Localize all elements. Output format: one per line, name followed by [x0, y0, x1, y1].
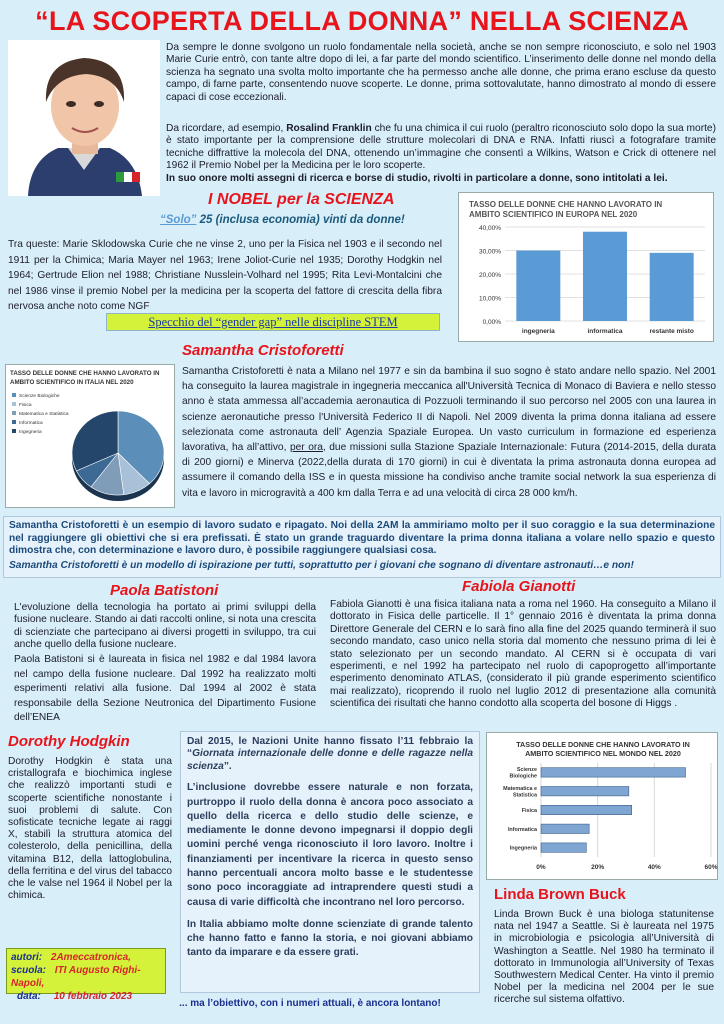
y-tick-label: 30,00% — [478, 248, 501, 256]
world-chart — [486, 732, 718, 880]
credits-label-school: scuola: — [11, 965, 47, 976]
legend-swatch — [12, 411, 16, 415]
y-tick-label: Fisica — [521, 808, 537, 814]
un-intro — [187, 736, 473, 773]
bar — [541, 805, 632, 814]
legend-swatch — [12, 420, 16, 424]
paola-heading: Paola Batistoni — [110, 582, 219, 599]
samantha-highlight-box — [3, 516, 721, 578]
world-chart-title-2: AMBITO SCIENTIFICO NEL MONDO NEL 2020 — [525, 749, 681, 758]
europe-chart-svg — [459, 193, 715, 343]
x-tick-label: ingegneria — [521, 328, 555, 335]
y-tick-label: Scienze — [516, 767, 537, 774]
y-tick-label: Biologiche — [509, 773, 537, 780]
paola-p2: Paola Batistoni si è laureata in fisica nel 1982 e dal 1984 lavora nel campo della fusione nucleare. Dal 1992 ha realizzato molti esperimenti relativi alla fusione. Dal 1994 al 2002 è stata responsabile della Sezione Neutronica del Dipartimento Fusione dell’ENEA — [14, 654, 316, 724]
italy-chart-title-1: TASSO DELLE DONNE CHE HANNO LAVORATO IN — [10, 370, 160, 377]
nobel-body: Tra queste: Marie Sklodowska Curie che ne vinse 2, uno per la Fisica nel 1903 e il secondo nel 1911 per la Chimica; Maria Mayer nel 1963; Irene Joliot-Curie nel 1935; Dorothy Hodgkin nel 1964; Gertrude Elion nel 1988; Christiane Nusslein-Volhard nel 1995; Rita Levi-Montalcini che nel 1986 vinse il premio Nobel per la medicina per la scoperta del fattore di crescita della fibra nervosa anche noto come NGF — [8, 239, 442, 312]
y-tick-label: 40,00% — [478, 225, 501, 232]
bar — [541, 787, 629, 796]
paola-p1: L'evoluzione della tecnologia ha portato ai primi sviluppi della fusione nucleare. Stando ai dati raccolti online, si nota una crescita di scienziate che partecipano ai diversi progetti in sviluppo, tra cui anche quello della fusione nucleare. — [14, 602, 316, 651]
poster-title: “LA SCOPERTA DELLA DONNA” NELLA SCIENZA — [35, 6, 689, 36]
franklin-paragraph — [166, 123, 716, 173]
world-chart-svg — [487, 733, 719, 881]
samantha-highlight: Samantha Cristoforetti è un esempio di lavoro sudato e ripagato. Noi della 2AM la ammiriamo molto per il suo coraggio e la sua determinazione nel raggiungere gli obiettivi che si era prefissati. È stato un grande traguardo diventare la prima donna italiana a volare nello spazio e questo dimostra che, con determinazione e lavoro duro, è possibile raggiungere qualsiasi cosa. — [9, 520, 715, 557]
legend-label: Fisica — [19, 403, 32, 408]
y-tick-label: Statistica — [513, 792, 537, 799]
legend-label: Scienze Biologiche — [19, 394, 60, 399]
x-tick-label: 60% — [704, 864, 718, 871]
italy-chart-svg — [6, 365, 176, 509]
un-intro-c: ”. — [223, 760, 232, 772]
x-tick-label: 0% — [536, 864, 546, 871]
credits-school: ITI Augusto Righi-Napoli, — [11, 965, 141, 989]
un-p3: In Italia abbiamo molte donne scienziate di grande talento che hanno fatto e fanno la storia, e noi giovani abbiamo tanto da imparare e da essere grati. — [187, 918, 473, 959]
samantha-body — [182, 364, 716, 501]
samantha-body-a: Samantha Cristoforetti è nata a Milano nel 1977 e sin da bambina il suo sogno è stato andare nello spazio. Nel 2001 ha conseguito la laurea magistrale in ingegneria meccanica all'Università Tecnica di Monaco di Baviera e nello stesso anno è stata ammessa all’accademia aeronautica di Pozzuoli terminando il suo percorso nel 2005 con una laurea in scienze aeronautiche presso l'Università Federico II di Napoli. Nel 2009 diventa la prima donna italiana ad essere selezionata come astronauta dell’ Agenzia Spaziale Europea. Un vasto curriculum in formazione ed esperienza lavorativa, ha all’attivo, — [182, 366, 716, 454]
samantha-per-ora: per ora — [289, 442, 323, 454]
y-tick-label: Ingegneria — [509, 845, 537, 852]
italy-chart-title-2: AMBITO SCIENTIFICO IN ITALIA NEL 2020 — [10, 379, 134, 386]
x-tick-label: informatica — [587, 328, 623, 335]
nobel-heading: I NOBEL per la SCIENZA — [208, 191, 395, 208]
y-tick-label: Informatica — [507, 826, 537, 833]
gender-gap-label: Specchio del “gender gap” nelle discipline STEM — [106, 313, 440, 331]
un-day-name: Giornata internazionale delle donne e delle ragazze nella scienza — [187, 748, 473, 772]
bar — [541, 824, 589, 833]
franklin-text-b: che fu una chimica il cui ruolo (peraltro riconosciuto solo dopo la sua morte) è stato importante per la comprensione delle strutture molecolari di DNA e RNA. Infatti riuscì a fotografare tramite tecniche diffrattive la molecola del DNA, ottenendo un’immagine che consentì a Wilkins, Watson e Crick di ottenere nel 1962 il Premio Nobel per la Medicina per le loro scoperte. — [166, 123, 716, 172]
y-tick-label: 20,00% — [478, 272, 501, 279]
legend-swatch — [12, 393, 16, 397]
credits-label-authors: autori: — [11, 952, 43, 963]
dorothy-body: Dorothy Hodgkin è stata una cristallografa e biochimica inglese che realizzò importanti studi e scoperte scientifiche nonostante i suoi problemi di salute. Con sofisticate tecniche legate ai raggi X, stabilì la struttura atomica del colesterolo, della penicillina, della vitamina B12, della lattoglobulina, della ferritina e del virus del tabacco che le valse nel 1964 il Nobel per la chimica. — [8, 756, 172, 902]
fabiola-body: Fabiola Gianotti è una fisica italiana nata a roma nel 1960. Ha conseguito a Milano il dottorato in Fisica delle particelle. Il 1° gennaio 2016 è diventata la prima donna Direttore Generale del CERN e lo sarà fino alla fine del 2025 quando terminerà il suo secondo mandato, caso unico nella storia dal momento che nessuno prima di lei è stato selezionato per un secondo mandato. Al CERN si è occupata di vari esperimenti, e nel 1992 ha partecipato nel ruolo di capoprogetto all’importante esperimento denominato ATLAS, (considerato il più grande esperimento scientifico mai realizzato), ricoprendo il ruolo nel luglio 2012 di presentazione alla comunità scientifica dei risultati che hanno condotto alla scoperta del bosone di Higgs . — [330, 599, 716, 710]
intro-paragraph: Da sempre le donne svolgono un ruolo fondamentale nella società, anche se non sempre riconosciuto, e solo nel 1903 Marie Curie entrò, con tante altre dopo di lei, a far parte del mondo scientifico. L’inserimento delle donne nel mondo della scienza ha segnato una svolta molto importante che ha permesso anche alle donne, che prima erano escluse da questo campo, di farne parte, consentendo nuove scoperte. Le donne, prima sottovalutate, hanno dimostrato al mondo di essere capaci di cose eccezionali. — [166, 42, 716, 103]
italy-chart — [5, 364, 175, 508]
bar — [541, 768, 686, 777]
y-tick-label: Matematica e — [503, 785, 537, 792]
world-chart-title-1: TASSO DELLE DONNE CHE HANNO LAVORATO IN — [516, 740, 690, 749]
franklin-text-a: Da ricordare, ad esempio, — [166, 123, 287, 134]
franklin-honor: In suo onore molti assegni di ricerca e borse di studio, rivolti in particolare a donne, sono intitolati a lei. — [166, 173, 668, 184]
credits-row-date — [11, 990, 161, 1003]
x-tick-label: 20% — [591, 864, 605, 871]
legend-label: Matematica e Statistica — [19, 412, 69, 417]
linda-body: Linda Brown Buck è una biologa statunitense nata nel 1947 a Seattle. Si è laureata nel 1975 in microbiologia e psicologia all’Università di Washington a Seattle. Nel 1980 ha terminato il dottorato in Immunologia all’University of Texas Southwestern Medical Center. Ha vinto il premio Nobel per la medicina nel 2004 per le sue ricerche sul sistema olfattivo. — [494, 909, 714, 1006]
credits-box — [6, 948, 166, 1002]
credits-row-school — [11, 964, 161, 990]
nobel-sub-rest: 25 (inclusa economia) vinti da donne! — [196, 214, 405, 226]
x-tick-label: restante misto — [649, 328, 694, 335]
chart-title-line1: TASSO DELLE DONNE CHE HANNO LAVORATO IN — [469, 200, 663, 209]
x-tick-label: 40% — [647, 864, 661, 871]
footer-note: ... ma l’obiettivo, con i numeri attuali, è ancora lontano! — [179, 998, 441, 1009]
samantha-heading: Samantha Cristoforetti — [182, 342, 344, 359]
y-tick-label: 10,00% — [478, 295, 501, 303]
credits-row-authors — [11, 951, 161, 964]
portrait-illustration — [8, 40, 160, 196]
europe-chart — [458, 192, 714, 342]
franklin-name: Rosalind Franklin — [286, 123, 372, 134]
legend-swatch — [12, 429, 16, 433]
legend-label: Ingegneria — [19, 430, 42, 435]
solo-word: “Solo” — [160, 214, 197, 226]
linda-heading: Linda Brown Buck — [494, 886, 626, 903]
credits-label-date: data: — [17, 991, 41, 1002]
un-p2: L’inclusione dovrebbe essere naturale e non forzata, purtroppo il ruolo della donna è ancora poco associato a quello della ricerca e dello studio delle scienze, e mediamente le donne devono impegnarsi il doppio degli uomini perché venga riconosciuto il loro lavoro. Inoltre i finanziamenti per incentivare la ricerca in questo senso hanno percentuali ancora molto basse e le studentesse sono poco incoraggiate ad intraprendere questi studi a causa di varie difficoltà che incontrano nel loro percorso. — [187, 782, 473, 908]
credits-authors: 2Ameccatronica, — [50, 952, 131, 963]
y-tick-label: 0,00% — [482, 319, 501, 326]
un-box — [180, 731, 480, 993]
chart-title-line2: AMBITO SCIENTIFICO IN EUROPA NEL 2020 — [469, 210, 638, 219]
credits-date: 10 febbraio 2023 — [53, 991, 133, 1002]
bar — [583, 232, 627, 321]
bar — [650, 253, 694, 321]
samantha-highlight-italic: Samantha Cristoforetti è un modello di ispirazione per tutti, soprattutto per i giovani che sognano di diventare astronauti…e non! — [9, 559, 634, 571]
nobel-subheading — [160, 214, 405, 226]
bar — [541, 843, 586, 852]
samantha-body-b: , due missioni sulla Stazione Spaziale Internazionale: Futura (2014-2015, della durata di 200 giorni) e Minerva (2022,della durata di 170 giorni) in cui è diventata la prima astronauta donna europea ad assumere il comando della ISS e in questa missione ha condiviso anche tramite social network la sua esperienza di vita e lavoro in microgravità a 400 km dalla Terra e ad una velocità di circa 28 000 km/h. — [182, 442, 717, 499]
legend-label: Informatica — [19, 421, 43, 426]
legend-swatch — [12, 402, 16, 406]
un-intro-a: Dal 2015, le Nazioni Unite hanno fissato l’11 febbraio la “ — [187, 736, 473, 760]
fabiola-heading: Fabiola Gianotti — [462, 578, 576, 595]
dorothy-heading: Dorothy Hodgkin — [8, 733, 130, 750]
bar — [516, 251, 560, 322]
